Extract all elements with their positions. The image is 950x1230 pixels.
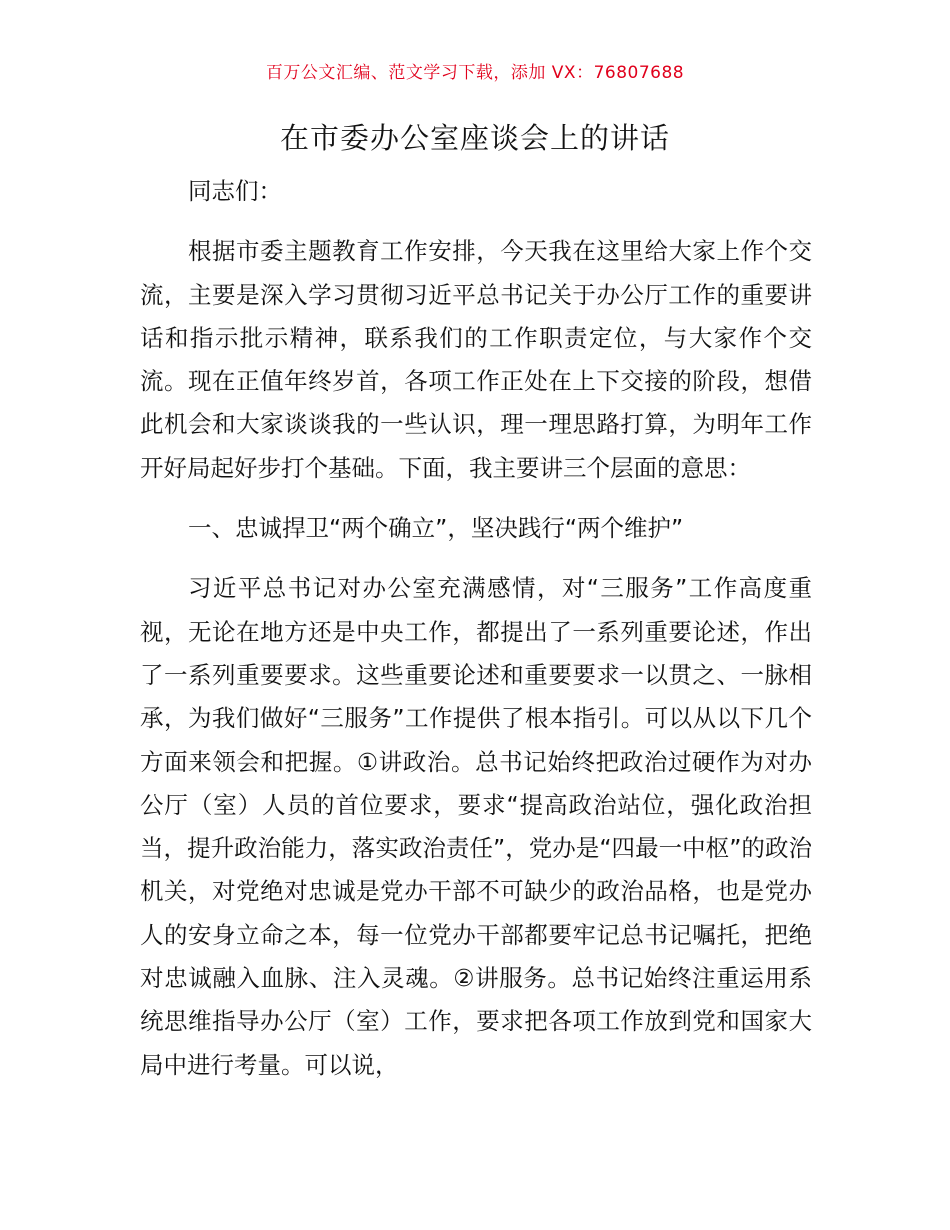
section-heading-1: 一、忠诚捍卫“两个确立”，坚决践行“两个维护” xyxy=(188,514,684,543)
paragraph-section-1: 习近平总书记对办公室充满感情，对“三服务”工作高度重视，无论在地方还是中央工作，都提出了一系列重要论述，作出了一系列重要要求。这些重要论述和重要要求一以贯之、一脉相承，为我们做好“三服务”工作提供了根本指引。可以从以下几个方面来领会和把握。①讲政治。总书记始终把政治过硬作为对办公厅（室）人员的首位要求，要求“提高政治站位，强化政治担当，提升政治能力，落实政治责任”，党办是“四最一中枢”的政治机关，对党绝对忠诚是党办干部不可缺少的政治品格，也是党办人的安身立命之本，每一位党办干部都要牢记总书记嘱托，把绝对忠诚融入血脉、注入灵魂。②讲服务。总书记始终注重运用系统思维指导办公厅（室）工作，要求把各项工作放到党和国家大局中进行考量。可以说， xyxy=(140,574,812,1079)
header-banner: 百万公文汇编、范文学习下载，添加 VX：76807688 xyxy=(265,63,685,83)
document-title: 在市委办公室座谈会上的讲话 xyxy=(279,121,670,155)
paragraph-intro: 根据市委主题教育工作安排，今天我在这里给大家上作个交流，主要是深入学习贯彻习近平总书记关于办公厅工作的重要讲话和指示批示精神，联系我们的工作职责定位，与大家作个交流。现在正值年终岁首，各项工作正处在上下交接的阶段，想借此机会和大家谈谈我的一些认识，理一理思路打算，为明年工作开好局起好步打个基础。下面，我主要讲三个层面的意思： xyxy=(140,237,812,482)
salutation: 同志们： xyxy=(188,177,282,205)
document-body xyxy=(140,170,812,1087)
